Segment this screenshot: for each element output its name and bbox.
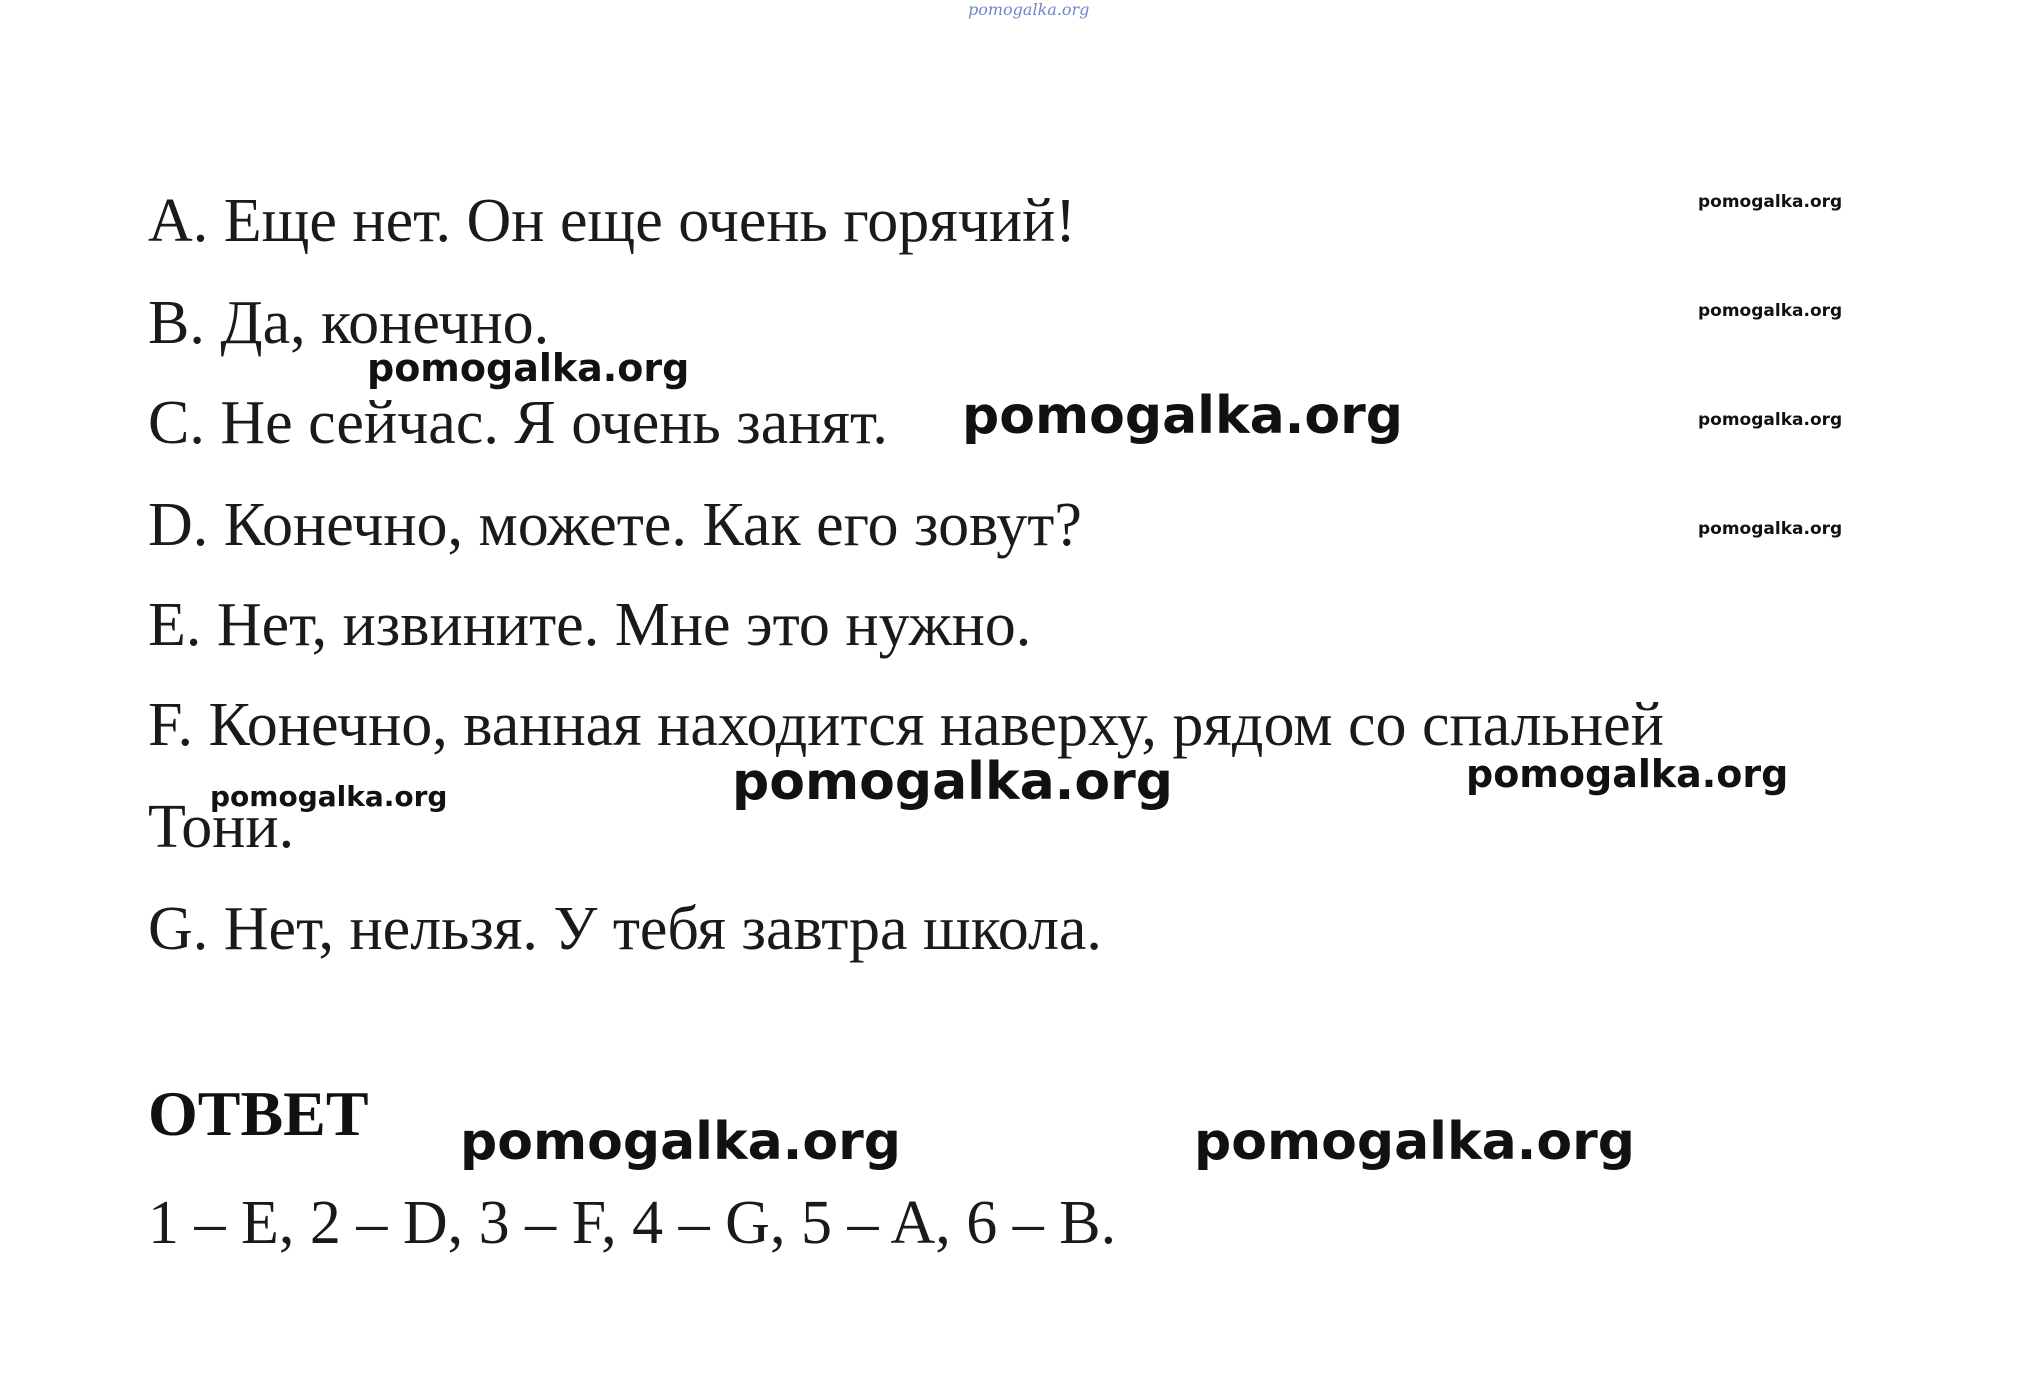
watermark-small: pomogalka.org — [210, 780, 448, 813]
option-f-line1: F. Конечно, ванная находится наверху, рядом со спальней — [148, 691, 1664, 759]
watermark-large: pomogalka.org — [732, 752, 1174, 812]
watermark-medium: pomogalka.org — [1466, 752, 1789, 796]
option-a: A. Еще нет. Он еще очень горячий! — [148, 187, 1076, 255]
watermark-small: pomogalka.org — [1698, 519, 1843, 539]
option-b: B. Да, конечно. — [148, 289, 550, 357]
watermark-medium: pomogalka.org — [367, 346, 690, 390]
header-watermark: pomogalka.org — [968, 0, 1090, 19]
answer-text: 1 – E, 2 – D, 3 – F, 4 – G, 5 – A, 6 – B. — [148, 1189, 1117, 1257]
watermark-large: pomogalka.org — [460, 1112, 902, 1172]
option-d: D. Конечно, можете. Как его зовут? — [148, 491, 1082, 559]
watermark-small: pomogalka.org — [1698, 301, 1843, 321]
option-g: G. Нет, нельзя. У тебя завтра школа. — [148, 895, 1102, 963]
answer-heading: ОТВЕТ — [148, 1078, 369, 1149]
watermark-large: pomogalka.org — [962, 386, 1404, 446]
watermark-small: pomogalka.org — [1698, 192, 1843, 212]
option-e: E. Нет, извините. Мне это нужно. — [148, 591, 1032, 659]
watermark-small: pomogalka.org — [1698, 410, 1843, 430]
option-c: C. Не сейчас. Я очень занят. — [148, 389, 888, 457]
watermark-large: pomogalka.org — [1194, 1112, 1636, 1172]
option-f-line2: Тони. — [148, 793, 295, 861]
